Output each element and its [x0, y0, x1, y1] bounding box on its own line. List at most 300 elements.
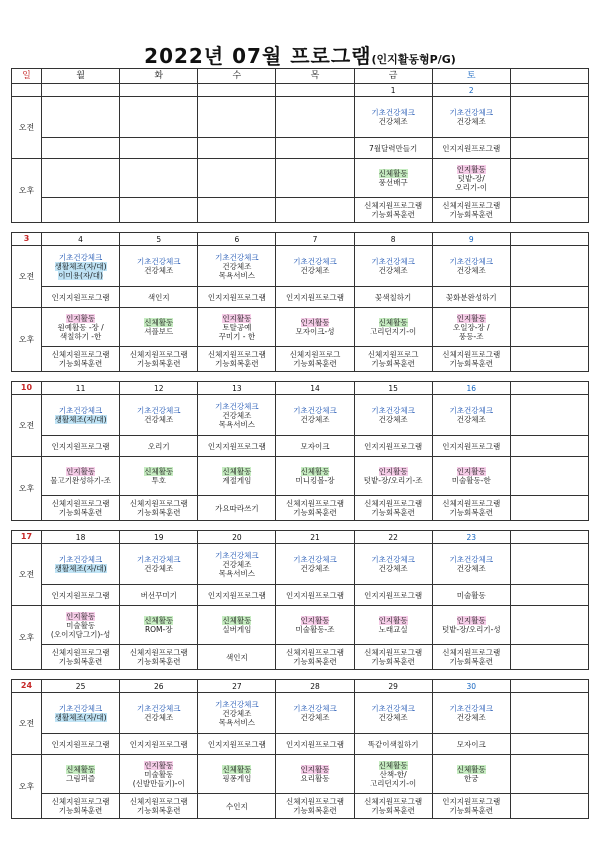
activity-line: 미술활동 — [66, 620, 96, 630]
program-line: 신체지원프로그 — [367, 350, 419, 359]
activity-line — [276, 406, 353, 415]
date-cell: 3 — [12, 233, 42, 246]
activity-line: 원예활동 -장 / — [57, 322, 104, 332]
date-cell: 21 — [276, 531, 354, 544]
date-cell: 16 — [432, 382, 510, 395]
am-program-extra — [510, 287, 588, 308]
activity-line-text: 기초건강체크 — [293, 704, 337, 713]
pm-program-cell — [42, 198, 120, 223]
activity-line — [276, 555, 353, 564]
date-row — [12, 84, 589, 97]
pm-activity-cell — [432, 308, 510, 347]
activity-line-text: 인지활동 — [66, 467, 96, 476]
pm-program-cell — [120, 794, 198, 819]
pm-program-cell — [354, 347, 432, 372]
pm-activity-cell — [120, 606, 198, 645]
am-program-cell: 인지지원프로그램 — [42, 734, 120, 755]
pm-program-extra — [510, 347, 588, 372]
program-line: 신체지원프로그램 — [51, 797, 110, 806]
program-line: 기능회복훈련 — [293, 508, 337, 517]
program-line: 기능회복훈련 — [293, 359, 337, 368]
pm-program-cell — [354, 794, 432, 819]
activity-line — [120, 406, 197, 415]
activity-line-text: 인지활동 — [378, 467, 408, 476]
am-activity-cell — [198, 395, 276, 436]
am-program-cell — [120, 138, 198, 159]
program-line: 기능회복훈련 — [293, 806, 337, 815]
date-cell: 27 — [198, 680, 276, 693]
week-spacer — [12, 670, 589, 680]
program-line: 기능회복훈련 — [371, 508, 415, 517]
pm-program-cell — [120, 198, 198, 223]
activity-line: 건강체조 — [378, 117, 408, 126]
activity-line-text: 기초건강체크 — [449, 406, 494, 415]
date-cell: 10 — [12, 382, 42, 395]
date-cell: 13 — [198, 382, 276, 395]
activity-line-text: 인지활동 — [456, 467, 486, 476]
activity-line: 건강체조 — [378, 415, 408, 424]
activity-line — [433, 555, 510, 564]
week-spacer — [12, 521, 589, 531]
activity-line: 풍등-조 — [459, 331, 484, 341]
pm-activity-cell — [42, 755, 120, 794]
pm-program-cell — [42, 794, 120, 819]
am-activity-row — [12, 246, 589, 287]
program-line: 신체지원프로그램 — [129, 648, 188, 657]
am-program-cell: 색인지 — [120, 287, 198, 308]
activity-line — [355, 257, 432, 266]
pm-activity-cell — [354, 755, 432, 794]
date-cell: 19 — [120, 531, 198, 544]
day-header-thu: 목 — [276, 69, 354, 84]
pm-activity-row — [12, 457, 589, 496]
activity-line — [42, 713, 119, 722]
week-spacer — [12, 223, 589, 233]
activity-line — [355, 616, 432, 625]
activity-line: 고리던지기-이 — [370, 327, 417, 336]
pm-program-cell — [198, 347, 276, 372]
am-program-cell: 인지지원프로그램 — [432, 436, 510, 457]
pm-program-cell — [354, 496, 432, 521]
am-program-extra — [510, 436, 588, 457]
activity-line: 건강체조 — [222, 708, 252, 718]
activity-line-text: 인지활동 — [66, 611, 96, 621]
activity-line — [120, 555, 197, 564]
activity-line — [120, 761, 197, 770]
activity-line-text: 기초건강체크 — [136, 257, 181, 266]
date-row — [12, 531, 589, 544]
activity-line: 한궁 — [464, 774, 479, 783]
activity-line-text: 기초건강체크 — [58, 555, 103, 564]
activity-line: 텃밭-장/오리기-성 — [441, 625, 501, 634]
am-program-cell: 오리기 — [120, 436, 198, 457]
am-activity-row — [12, 544, 589, 585]
pm-label: 오후 — [12, 457, 42, 521]
program-line: 기능회복훈련 — [136, 359, 181, 368]
pm-extra-cell — [510, 159, 588, 198]
program-line: 신체지원프로그램 — [129, 499, 188, 508]
activity-line: 텃밭-장/오리기-조 — [363, 476, 423, 485]
activity-line — [355, 761, 432, 770]
activity-line-text: 기초건강체크 — [371, 704, 415, 713]
date-cell: 1 — [354, 84, 432, 97]
am-program-extra — [510, 734, 588, 755]
spacer-cell — [12, 521, 589, 531]
activity-line — [276, 257, 353, 266]
spacer-cell — [12, 670, 589, 680]
activity-line — [42, 314, 119, 323]
activity-line: 건강체조 — [456, 713, 486, 722]
activity-line: 미술활동-조 — [295, 625, 335, 634]
activity-line: 오리기-이 — [455, 182, 488, 192]
am-program-cell: 미술활동 — [432, 585, 510, 606]
date-cell-extra — [510, 233, 588, 246]
activity-line — [120, 467, 197, 476]
am-activity-cell — [432, 97, 510, 138]
am-activity-cell — [120, 97, 198, 138]
date-cell: 4 — [42, 233, 120, 246]
activity-line-text: 기초건강체크 — [215, 550, 259, 560]
program-line: 기능회복훈련 — [371, 657, 415, 666]
am-program-cell: 인지지원프로그램 — [42, 436, 120, 457]
program-line: 기능회복훈련 — [293, 657, 337, 666]
pm-activity-cell — [198, 606, 276, 645]
program-line: 신체지원프로그램 — [286, 797, 344, 806]
activity-line: 건강체조 — [144, 564, 174, 573]
am-activity-cell — [120, 246, 198, 287]
activity-line: (오이지담그기)-성 — [50, 629, 111, 639]
pm-activity-cell — [198, 308, 276, 347]
activity-line: 건강체조 — [144, 266, 174, 275]
activity-line — [276, 616, 353, 625]
activity-line-text: 기초건강체크 — [215, 699, 259, 709]
activity-line: 건강체조 — [456, 564, 486, 573]
am-program-cell: 똑같이색칠하기 — [354, 734, 432, 755]
am-activity-cell — [276, 395, 354, 436]
am-program-cell: 인지지원프로그램 — [198, 585, 276, 606]
activity-line-text: 신체활동 — [144, 467, 174, 476]
am-activity-cell — [120, 395, 198, 436]
activity-line-text: 기초건강체크 — [215, 401, 259, 411]
pm-program-cell — [432, 198, 510, 223]
am-activity-cell — [42, 395, 120, 436]
pm-program-cell — [198, 645, 276, 670]
am-extra-cell — [510, 544, 588, 585]
activity-line: ROM-장 — [144, 625, 173, 634]
activity-line-text: 신체활동 — [378, 318, 408, 327]
pm-label: 오후 — [12, 606, 42, 670]
program-line: 신체지원프로그 — [289, 350, 341, 359]
spacer-cell — [12, 372, 589, 382]
date-cell: 5 — [120, 233, 198, 246]
pm-program-cell — [354, 198, 432, 223]
pm-activity-cell — [354, 457, 432, 496]
activity-line — [433, 257, 510, 266]
am-program-cell: 인지지원프로그램 — [354, 436, 432, 457]
pm-program-cell — [42, 645, 120, 670]
activity-line-text: 기초건강체크 — [449, 108, 494, 117]
am-activity-cell — [42, 693, 120, 734]
activity-line: 그림퍼즐 — [66, 774, 96, 783]
activity-line-text: 기초건강체크 — [449, 257, 494, 266]
program-line: 신체지원프로그램 — [129, 350, 188, 359]
am-program-cell: 인지지원프로그램 — [276, 287, 354, 308]
date-cell: 29 — [354, 680, 432, 693]
page-title — [0, 40, 600, 69]
activity-line: 목욕서비스 — [218, 568, 255, 578]
pm-program-cell — [276, 496, 354, 521]
pm-activity-row — [12, 755, 589, 794]
date-cell — [120, 84, 198, 97]
date-row — [12, 233, 589, 246]
activity-line-text: 생활체조(자/대) — [54, 261, 107, 271]
pm-activity-row — [12, 159, 589, 198]
activity-line-text: 신체활동 — [66, 765, 96, 774]
activity-line: 미니킹볼-장 — [295, 476, 335, 485]
activity-line-text: 기초건강체크 — [371, 555, 415, 564]
activity-line-text: 인지활동 — [456, 616, 486, 625]
program-line: 신체지원프로그램 — [442, 648, 501, 657]
day-header-fri: 금 — [354, 69, 432, 84]
am-extra-cell — [510, 693, 588, 734]
activity-line-text: 기초건강체크 — [136, 704, 181, 713]
am-program-row — [12, 585, 589, 606]
activity-line — [42, 467, 119, 476]
pm-program-cell — [276, 198, 354, 223]
pm-activity-cell — [120, 457, 198, 496]
activity-line — [355, 467, 432, 476]
date-cell: 28 — [276, 680, 354, 693]
activity-line: 건강체조 — [300, 266, 330, 275]
program-line: 수인지 — [225, 801, 248, 811]
date-cell-extra — [510, 84, 588, 97]
activity-line: 요리활동 — [300, 774, 330, 783]
activity-line — [42, 415, 119, 424]
activity-line — [433, 108, 510, 117]
activity-line-text: 생활체조(자/대) — [54, 564, 107, 573]
pm-program-cell — [276, 347, 354, 372]
program-line: 기능회복훈련 — [449, 806, 494, 815]
activity-line: 건강체조 — [456, 117, 486, 126]
pm-program-cell — [198, 794, 276, 819]
am-activity-cell — [198, 246, 276, 287]
activity-line — [198, 253, 275, 262]
pm-activity-row — [12, 308, 589, 347]
activity-line: 건강체조 — [300, 564, 330, 573]
activity-line — [355, 318, 432, 327]
am-activity-cell — [276, 246, 354, 287]
activity-line — [276, 704, 353, 713]
program-line: 신체지원프로그램 — [364, 797, 423, 806]
pm-program-row — [12, 347, 589, 372]
am-activity-cell — [42, 544, 120, 585]
program-line: 신체지원프로그램 — [207, 350, 266, 359]
activity-line-text: 신체활동 — [378, 760, 408, 770]
activity-line-text: 인지활동 — [300, 318, 330, 327]
activity-line — [433, 467, 510, 476]
activity-line — [355, 555, 432, 564]
program-line: 기능회복훈련 — [371, 210, 415, 219]
activity-line — [198, 402, 275, 411]
activity-line — [120, 257, 197, 266]
activity-line-text: 기초건강체크 — [371, 257, 415, 266]
program-line: 기능회복훈련 — [136, 806, 181, 815]
activity-line: 산책-한/ — [379, 769, 407, 779]
date-cell: 2 — [432, 84, 510, 97]
day-header-sat: 토 — [432, 69, 510, 84]
activity-line: 노래교실 — [378, 625, 408, 634]
date-cell: 8 — [354, 233, 432, 246]
date-cell: 22 — [354, 531, 432, 544]
activity-line: 셔플보드 — [144, 327, 174, 336]
activity-line — [120, 318, 197, 327]
activity-line — [355, 406, 432, 415]
date-cell: 30 — [432, 680, 510, 693]
activity-line-text: 생활체조(자/대) — [54, 415, 107, 424]
activity-line: 물고기완성하기-조 — [50, 476, 111, 485]
schedule-body — [12, 84, 589, 819]
activity-line: 건강체조 — [300, 713, 330, 722]
program-line: 신체지원프로그램 — [129, 797, 188, 806]
am-activity-cell — [120, 544, 198, 585]
pm-activity-cell — [42, 606, 120, 645]
pm-activity-cell — [432, 159, 510, 198]
pm-activity-cell — [276, 457, 354, 496]
activity-line — [276, 467, 353, 476]
activity-line: 투호 — [151, 476, 166, 485]
activity-line: 모자이크-성 — [295, 327, 335, 336]
day-header-wed: 수 — [198, 69, 276, 84]
program-line: 신체지원프로그램 — [364, 201, 423, 210]
program-line: 신체지원프로그램 — [442, 499, 501, 508]
title-main: 2022년 07월 프로그램 — [144, 44, 372, 68]
activity-line: 건강체조 — [456, 415, 486, 424]
am-program-row — [12, 138, 589, 159]
activity-line-text: 기초건강체크 — [449, 555, 494, 564]
pm-program-cell — [276, 645, 354, 670]
day-header-blank — [510, 69, 588, 84]
activity-line-text: 신체활동 — [222, 467, 252, 476]
am-program-cell: 인지지원프로그램 — [120, 734, 198, 755]
am-label: 오전 — [12, 97, 42, 159]
program-line: 신체지원프로그램 — [364, 648, 423, 657]
am-activity-row — [12, 693, 589, 734]
am-activity-cell — [432, 693, 510, 734]
pm-program-extra — [510, 496, 588, 521]
pm-activity-cell — [198, 159, 276, 198]
date-cell: 26 — [120, 680, 198, 693]
program-line: 기능회복훈련 — [136, 508, 181, 517]
am-activity-cell — [354, 246, 432, 287]
am-activity-cell — [198, 544, 276, 585]
activity-line — [355, 704, 432, 713]
activity-line: (신발만들기)-이 — [132, 778, 185, 788]
program-line: 신체지원프로그램 — [442, 350, 501, 359]
date-cell-extra — [510, 382, 588, 395]
program-line: 신체지원프로그램 — [364, 499, 423, 508]
pm-activity-cell — [276, 308, 354, 347]
pm-activity-cell — [276, 159, 354, 198]
activity-line — [433, 314, 510, 323]
am-activity-row — [12, 97, 589, 138]
am-activity-cell — [354, 693, 432, 734]
program-line: 기능회복훈련 — [449, 210, 494, 219]
day-header-mon: 월 — [42, 69, 120, 84]
pm-activity-cell — [354, 606, 432, 645]
pm-activity-cell — [354, 159, 432, 198]
activity-line — [120, 704, 197, 713]
am-program-cell: 인지지원프로그램 — [276, 734, 354, 755]
activity-line-text: 신체활동 — [456, 765, 486, 774]
am-activity-cell — [42, 97, 120, 138]
activity-line — [355, 108, 432, 117]
activity-line-text: 기초건강체크 — [136, 406, 181, 415]
am-activity-cell — [276, 544, 354, 585]
program-line: 기능회복훈련 — [215, 359, 259, 368]
activity-line-text: 기초건강체크 — [58, 252, 103, 262]
activity-line: 계절게임 — [222, 476, 252, 485]
program-line: 기능회복훈련 — [58, 508, 103, 517]
pm-activity-cell — [198, 755, 276, 794]
activity-line — [42, 555, 119, 564]
pm-activity-cell — [432, 755, 510, 794]
program-line: 가요따라쓰기 — [215, 503, 259, 513]
activity-line — [198, 765, 275, 774]
activity-line: 실버게임 — [222, 625, 252, 634]
program-line: 기능회복훈련 — [58, 359, 103, 368]
activity-line-text: 기초건강체크 — [58, 406, 103, 415]
date-cell: 24 — [12, 680, 42, 693]
activity-line — [42, 564, 119, 573]
activity-line: 건강체조 — [300, 415, 330, 424]
date-cell: 6 — [198, 233, 276, 246]
activity-line-text: 인지활동 — [378, 616, 408, 625]
program-line: 기능회복훈련 — [136, 657, 181, 666]
activity-line — [198, 467, 275, 476]
am-activity-cell — [276, 97, 354, 138]
date-cell-extra — [510, 531, 588, 544]
activity-line-text: 신체활동 — [222, 616, 252, 625]
date-cell: 25 — [42, 680, 120, 693]
schedule-table — [11, 68, 589, 819]
program-line: 기능회복훈련 — [449, 657, 494, 666]
date-cell — [198, 84, 276, 97]
activity-line — [276, 765, 353, 774]
activity-line-text: 신체활동 — [300, 467, 330, 476]
pm-activity-cell — [42, 308, 120, 347]
program-line: 인지지원프로그램 — [442, 797, 501, 806]
activity-line-text: 기초건강체크 — [293, 406, 337, 415]
activity-line-text: 신체활동 — [144, 616, 174, 625]
am-activity-cell — [198, 97, 276, 138]
am-label: 오전 — [12, 693, 42, 755]
activity-line: 건강체조 — [144, 415, 174, 424]
date-cell: 9 — [432, 233, 510, 246]
am-program-cell: 인지지원프로그램 — [198, 287, 276, 308]
activity-line: 건강체조 — [222, 410, 252, 420]
pm-program-cell — [120, 347, 198, 372]
am-program-cell — [276, 138, 354, 159]
day-header-row — [12, 69, 589, 84]
date-cell: 12 — [120, 382, 198, 395]
activity-line-text: 인지활동 — [300, 765, 330, 774]
activity-line-text: 이미용(자/대) — [58, 270, 103, 280]
program-line: 신체지원프로그램 — [286, 648, 344, 657]
activity-line: 목욕서비스 — [218, 270, 255, 280]
program-line: 기능회복훈련 — [449, 508, 494, 517]
pm-activity-row — [12, 606, 589, 645]
pm-program-extra — [510, 645, 588, 670]
